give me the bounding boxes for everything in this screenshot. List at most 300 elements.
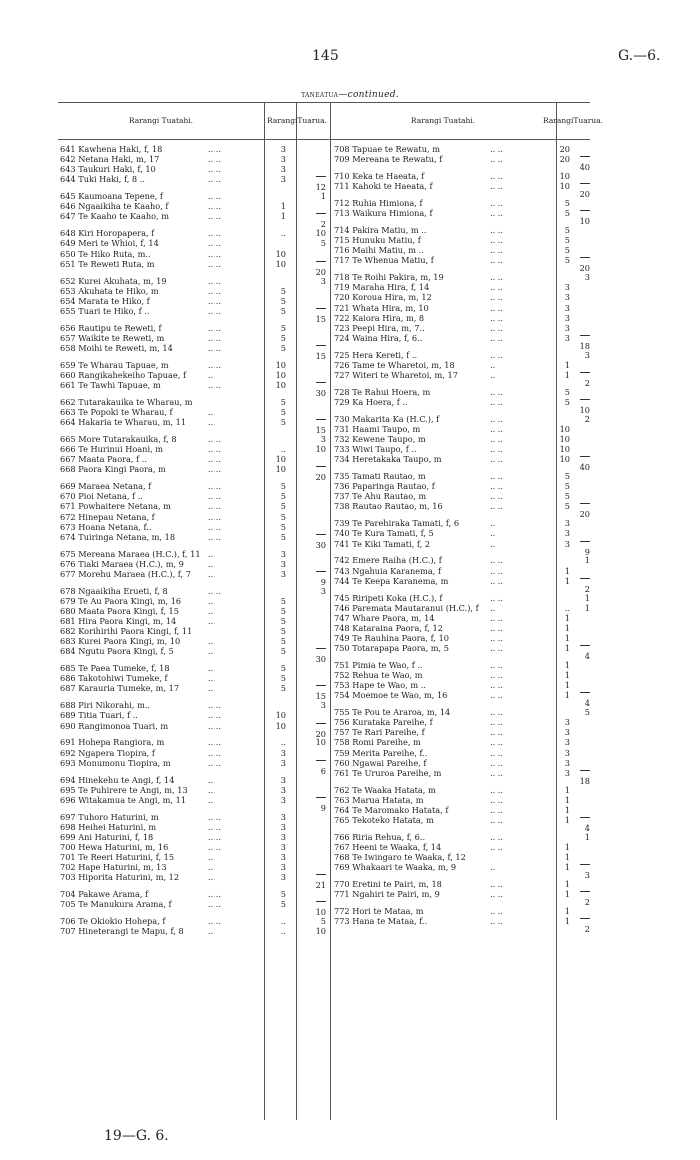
entry-text: Netana Haki, m, 17 bbox=[78, 154, 160, 165]
entry-name bbox=[60, 454, 147, 464]
leader-dots: .. bbox=[208, 558, 214, 569]
register-table bbox=[58, 102, 603, 1120]
individual-share: 1 bbox=[564, 889, 570, 900]
individual-share: 3 bbox=[564, 302, 570, 313]
entry-number: 702 bbox=[60, 862, 76, 873]
entry-text: Te Kaaho te Kaaho, m bbox=[78, 211, 169, 222]
leader-dots: .. bbox=[208, 568, 214, 579]
entry-name bbox=[334, 245, 424, 255]
leader-dots: .. bbox=[208, 663, 214, 674]
entry-name bbox=[334, 613, 435, 623]
entry-name bbox=[60, 663, 170, 673]
leader-dots: .. .. bbox=[490, 670, 504, 680]
entry-name bbox=[334, 748, 427, 758]
group-total: 18 bbox=[579, 340, 590, 351]
group-total: 4 bbox=[584, 698, 590, 709]
entry-text: Rautao Rautao, m, 16 bbox=[352, 501, 443, 512]
leader-dots: .. .. bbox=[208, 521, 222, 532]
entry-text: Rangikahekeiho Tapuae, f bbox=[78, 369, 186, 380]
individual-share: 5 bbox=[280, 295, 286, 306]
entry-text: Rautipu te Reweti, f bbox=[78, 322, 162, 333]
entry-text: Whare Paora, m, 14 bbox=[352, 612, 435, 623]
group-total: 15 bbox=[315, 350, 326, 361]
leader-dots: .. .. bbox=[490, 889, 504, 900]
individual-share: 3 bbox=[280, 811, 286, 822]
individual-share: 5 bbox=[280, 417, 286, 428]
individual-share: 10 bbox=[275, 248, 286, 259]
entry-number: 669 bbox=[60, 481, 76, 492]
leader-dots: .. bbox=[490, 862, 496, 873]
entry-text: Tame te Wharetoi, m, 18 bbox=[352, 359, 455, 370]
entry-number: 711 bbox=[334, 181, 350, 192]
entry-number: 749 bbox=[334, 632, 350, 643]
leader-dots: .. .. bbox=[490, 386, 504, 397]
entry-number: 690 bbox=[60, 720, 76, 731]
document-reference: G.—6. bbox=[618, 48, 661, 64]
entry-number: 664 bbox=[60, 417, 76, 428]
entry-number: 663 bbox=[60, 407, 76, 417]
entry-text: Monumonu Tiopira, m bbox=[78, 757, 171, 768]
entry-name bbox=[60, 154, 159, 164]
entry-number: 655 bbox=[60, 305, 76, 316]
leader-dots: .. .. bbox=[490, 272, 504, 283]
entry-name bbox=[60, 785, 188, 795]
leader-dots: .. .. bbox=[208, 899, 222, 910]
entry-name bbox=[60, 397, 192, 407]
entry-name bbox=[334, 313, 424, 323]
subtotal-rule bbox=[580, 817, 590, 818]
entry-name bbox=[334, 832, 425, 842]
entry-name bbox=[334, 815, 434, 825]
section-title: taneatua—continued. bbox=[301, 90, 399, 100]
entry-name bbox=[334, 144, 440, 154]
entry-name bbox=[334, 852, 466, 862]
entry-name bbox=[334, 737, 421, 747]
entry-number: 682 bbox=[60, 626, 76, 637]
entry-text: Kurei Paora Kingi, m, 10 bbox=[78, 636, 181, 647]
entry-name bbox=[334, 633, 449, 643]
entry-number: 707 bbox=[60, 926, 76, 937]
subtotal-rule bbox=[316, 466, 326, 467]
leader-dots: .. .. bbox=[490, 501, 504, 512]
individual-share: 3 bbox=[564, 518, 570, 529]
entry-text: Tuhoro Haturini, m bbox=[78, 811, 159, 822]
entry-text: Te Paea Tumeke, f, 18 bbox=[78, 663, 170, 674]
entry-text: Kataraina Paora, f, 12 bbox=[352, 622, 443, 633]
entry-text: Tutarakauika te Wharau, m bbox=[78, 396, 193, 407]
entry-name bbox=[60, 700, 150, 710]
individual-share: 10 bbox=[559, 423, 570, 434]
entry-text: Maraha Hira, f, 14 bbox=[352, 282, 430, 293]
leader-dots: .. .. bbox=[208, 144, 222, 154]
entry-number: 756 bbox=[334, 717, 350, 728]
entry-name bbox=[60, 238, 159, 248]
leader-dots: .. .. bbox=[490, 814, 504, 825]
entry-number: 710 bbox=[334, 171, 350, 181]
entry-number: 692 bbox=[60, 747, 76, 758]
entry-name bbox=[334, 181, 433, 191]
entry-name bbox=[60, 748, 155, 758]
entry-number: 654 bbox=[60, 295, 76, 306]
entry-text: Marata te Hiko, f bbox=[78, 295, 150, 306]
leader-dots: .. bbox=[490, 359, 496, 370]
entry-number: 691 bbox=[60, 737, 76, 748]
individual-share: 1 bbox=[564, 643, 570, 653]
leader-dots: .. .. bbox=[208, 511, 222, 522]
individual-share: 1 bbox=[564, 680, 570, 691]
right-name-header: Rarangi Tuatahi. bbox=[410, 116, 476, 125]
individual-share: 3 bbox=[280, 774, 286, 785]
individual-share: .. bbox=[280, 926, 286, 937]
group-total: 2 bbox=[584, 897, 590, 908]
entry-name bbox=[334, 424, 420, 434]
individual-share: 3 bbox=[280, 784, 286, 795]
entry-number: 658 bbox=[60, 342, 76, 353]
individual-share: 5 bbox=[280, 322, 286, 333]
entry-name bbox=[334, 171, 424, 181]
individual-share: 5 bbox=[564, 208, 570, 219]
leader-dots: .. .. bbox=[490, 717, 504, 728]
entry-text: Te Wharau Tapuae, m bbox=[78, 359, 169, 370]
leader-dots: .. .. bbox=[490, 612, 504, 623]
leader-dots: .. .. bbox=[490, 767, 504, 778]
entry-text: Hira Paora Kingi, m, 14 bbox=[78, 616, 177, 626]
entry-text: Witeri te Wharetoi, m, 17 bbox=[352, 369, 458, 380]
entry-number: 651 bbox=[60, 258, 76, 269]
entry-name bbox=[334, 323, 425, 333]
entry-number: 704 bbox=[60, 889, 76, 900]
entry-number: 643 bbox=[60, 164, 76, 175]
entry-text: Tiaki Maraea (H.C.), m, 9 bbox=[78, 558, 184, 569]
entry-text: Te Parehiraka Tamati, f, 6 bbox=[352, 518, 460, 529]
entry-text: Kaumoana Tepene, f bbox=[78, 191, 163, 202]
entry-number: 680 bbox=[60, 605, 76, 616]
group-total: 40 bbox=[579, 462, 590, 473]
entry-text: Merita Pareihe, f.. bbox=[352, 747, 428, 758]
entry-number: 675 bbox=[60, 548, 76, 559]
subtotal-rule bbox=[316, 419, 326, 420]
entry-name bbox=[60, 737, 164, 747]
entry-name bbox=[334, 333, 422, 343]
subtotal-rule bbox=[316, 308, 326, 309]
leader-dots: .. .. bbox=[490, 831, 504, 842]
leader-dots: .. bbox=[208, 926, 214, 937]
entry-text: Maihi Matiu, m .. bbox=[352, 245, 424, 256]
entry-number: 757 bbox=[334, 727, 350, 738]
individual-share: 5 bbox=[280, 683, 286, 694]
entry-text: Kahoki te Haeata, f bbox=[352, 181, 433, 192]
entry-name bbox=[60, 606, 179, 616]
leader-dots: .. .. bbox=[490, 643, 504, 653]
leader-dots: .. bbox=[208, 417, 214, 428]
group-total: 18 bbox=[579, 775, 590, 786]
entry-name bbox=[334, 805, 448, 815]
individual-share: 1 bbox=[564, 906, 570, 916]
individual-share: 5 bbox=[280, 605, 286, 616]
entry-text: Hakaria te Wharau, m, 11 bbox=[78, 417, 187, 428]
leader-dots: .. .. bbox=[208, 228, 222, 239]
entry-text: Tamati Rautao, m bbox=[352, 471, 426, 482]
leader-dots: .. .. bbox=[208, 821, 222, 832]
subtotal-rule bbox=[580, 864, 590, 865]
entry-text: Whata Hira, m, 10 bbox=[352, 302, 429, 313]
entry-text: Te Reeri Haturini, f, 15 bbox=[78, 852, 175, 862]
entry-name bbox=[60, 444, 163, 454]
entry-name bbox=[334, 471, 426, 481]
individual-share: 3 bbox=[564, 332, 570, 343]
entry-number: 695 bbox=[60, 784, 76, 795]
entry-text: Maata Paora Kingi, f, 15 bbox=[78, 605, 179, 616]
entry-name bbox=[60, 549, 201, 559]
entry-name bbox=[60, 673, 168, 683]
individual-share: 3 bbox=[564, 292, 570, 303]
entry-number: 713 bbox=[334, 208, 350, 219]
leader-dots: .. bbox=[208, 852, 214, 862]
leader-dots: .. .. bbox=[208, 174, 222, 185]
entry-number: 671 bbox=[60, 501, 76, 512]
individual-share: 3 bbox=[564, 717, 570, 728]
individual-share: 1 bbox=[564, 690, 570, 701]
entry-text: Hohepa Rangiora, m bbox=[78, 737, 165, 748]
entry-name bbox=[334, 539, 430, 549]
entry-name bbox=[334, 670, 423, 680]
individual-share: 1 bbox=[564, 359, 570, 370]
entry-number: 767 bbox=[334, 841, 350, 852]
entry-text: Te Rahui Hoera, m bbox=[352, 386, 431, 397]
entry-name bbox=[60, 259, 154, 269]
subtotal-rule bbox=[580, 541, 590, 542]
individual-share: 1 bbox=[564, 575, 570, 586]
entry-name bbox=[60, 407, 173, 417]
entry-number: 649 bbox=[60, 238, 76, 249]
group-total: 2 bbox=[320, 219, 326, 230]
entry-text: Te Hiko Ruta, m.. bbox=[78, 248, 151, 259]
individual-share: .. bbox=[280, 444, 286, 455]
leader-dots: .. .. bbox=[208, 710, 222, 721]
entry-number: 642 bbox=[60, 154, 76, 165]
individual-share: 5 bbox=[280, 626, 286, 637]
entry-text: Tapuae te Rewatu, m bbox=[352, 144, 440, 154]
entry-number: 744 bbox=[334, 575, 350, 586]
entry-number: 689 bbox=[60, 710, 76, 721]
entry-name bbox=[60, 569, 191, 579]
individual-share: 3 bbox=[280, 794, 286, 805]
leader-dots: .. .. bbox=[208, 238, 222, 249]
entry-number: 745 bbox=[334, 592, 350, 603]
entry-number: 755 bbox=[334, 707, 350, 718]
entry-name bbox=[60, 522, 151, 532]
subtotal-rule bbox=[316, 176, 326, 177]
leader-dots: .. .. bbox=[208, 154, 222, 165]
group-total: 4 bbox=[584, 651, 590, 661]
entry-name bbox=[60, 370, 186, 380]
leader-dots: .. .. bbox=[208, 811, 222, 822]
entry-name bbox=[334, 623, 443, 633]
group-total: 15 bbox=[315, 691, 326, 702]
entry-name bbox=[60, 164, 156, 174]
section-name: taneatua bbox=[301, 90, 339, 100]
entry-name bbox=[60, 380, 161, 390]
group-total: 1 bbox=[584, 831, 590, 842]
leader-dots: .. .. bbox=[490, 794, 504, 805]
individual-share: 3 bbox=[564, 757, 570, 768]
entry-text: Pioi Netana, f .. bbox=[78, 491, 143, 502]
entry-text: Maata Paora, f .. bbox=[78, 454, 147, 465]
entry-name bbox=[334, 434, 426, 444]
entry-number: 698 bbox=[60, 821, 76, 832]
subtotal-rule bbox=[316, 345, 326, 346]
entry-name bbox=[334, 906, 423, 916]
entry-text: Te Puhirere te Angi, m, 13 bbox=[78, 784, 188, 795]
entry-name bbox=[60, 721, 168, 731]
entry-number: 666 bbox=[60, 444, 76, 455]
leader-dots: .. .. bbox=[208, 916, 222, 927]
entry-text: Te Ahu Rautao, m bbox=[352, 491, 427, 502]
individual-share: 1 bbox=[280, 201, 286, 212]
group-total: 40 bbox=[579, 162, 590, 173]
entry-name bbox=[60, 276, 167, 286]
entry-number: 739 bbox=[334, 518, 350, 529]
leader-dots: .. .. bbox=[490, 555, 504, 566]
entry-name bbox=[334, 414, 439, 424]
leader-dots: .. bbox=[208, 872, 214, 883]
entry-number: 652 bbox=[60, 275, 76, 286]
leader-dots: .. .. bbox=[490, 444, 504, 455]
entry-number: 754 bbox=[334, 690, 350, 701]
entry-text: Te Manukura Arama, f bbox=[78, 899, 172, 910]
individual-share: 5 bbox=[280, 481, 286, 492]
entry-text: Te Rari Pareihe, f bbox=[352, 727, 425, 738]
entry-text: Powhaitere Netana, m bbox=[78, 501, 171, 512]
individual-share: 5 bbox=[280, 407, 286, 417]
leader-dots: .. bbox=[490, 518, 496, 529]
group-total: 3 bbox=[320, 700, 326, 711]
entry-name bbox=[60, 832, 153, 842]
entry-name bbox=[60, 211, 169, 221]
entry-number: 657 bbox=[60, 332, 76, 343]
entry-name bbox=[60, 758, 171, 768]
leader-dots: .. .. bbox=[490, 575, 504, 586]
individual-share: 3 bbox=[280, 862, 286, 873]
entry-number: 723 bbox=[334, 322, 350, 333]
entry-number: 645 bbox=[60, 191, 76, 202]
individual-share: 1 bbox=[564, 565, 570, 576]
individual-share: 5 bbox=[280, 342, 286, 353]
individual-share: 1 bbox=[564, 852, 570, 862]
entry-name bbox=[334, 566, 441, 576]
entry-number: 724 bbox=[334, 332, 350, 343]
individual-share: 5 bbox=[280, 889, 286, 900]
subtotal-rule bbox=[316, 213, 326, 214]
entry-number: 770 bbox=[334, 879, 350, 889]
entry-name bbox=[334, 272, 444, 282]
entry-text: Moihi te Reweti, m, 14 bbox=[78, 342, 173, 353]
individual-share: 3 bbox=[564, 322, 570, 333]
entry-name bbox=[60, 636, 180, 646]
subtotal-rule bbox=[580, 183, 590, 184]
individual-share: 5 bbox=[280, 511, 286, 522]
group-total: 20 bbox=[579, 509, 590, 520]
entry-name bbox=[334, 360, 455, 370]
entry-number: 725 bbox=[334, 349, 350, 360]
subtotal-rule bbox=[580, 210, 590, 211]
entry-name bbox=[60, 916, 165, 926]
entry-number: 673 bbox=[60, 521, 76, 532]
entry-name bbox=[334, 387, 430, 397]
entry-text: Rehua te Wao, m bbox=[352, 670, 423, 680]
entry-number: 653 bbox=[60, 285, 76, 296]
entry-number: 763 bbox=[334, 794, 350, 805]
entry-name bbox=[60, 360, 169, 370]
entry-name bbox=[334, 717, 433, 727]
individual-share: 5 bbox=[564, 501, 570, 512]
entry-number: 709 bbox=[334, 154, 350, 165]
group-total: 2 bbox=[584, 413, 590, 424]
leader-dots: .. bbox=[208, 595, 214, 606]
entry-number: 683 bbox=[60, 636, 76, 647]
page-number: 145 bbox=[312, 48, 339, 64]
entry-text: Waina Hira, f, 6.. bbox=[352, 332, 423, 343]
individual-share: 3 bbox=[280, 852, 286, 862]
entry-text: Hineterangi te Mapu, f, 8 bbox=[78, 926, 184, 937]
entry-number: 644 bbox=[60, 174, 76, 185]
entry-text: Te Au Paora Kingi, m, 16 bbox=[78, 595, 182, 606]
entry-number: 674 bbox=[60, 531, 76, 542]
individual-share: 5 bbox=[280, 595, 286, 606]
leader-dots: .. bbox=[490, 528, 496, 539]
leader-dots: .. .. bbox=[208, 444, 222, 455]
leader-dots: .. .. bbox=[490, 255, 504, 266]
individual-share: .. bbox=[280, 737, 286, 748]
entry-number: 699 bbox=[60, 831, 76, 842]
subtotal-rule bbox=[580, 156, 590, 157]
entry-text: Te Reweti Ruta, m bbox=[78, 258, 155, 269]
entry-text: More Tutarakauika, f, 8 bbox=[78, 434, 177, 444]
subtotal-rule bbox=[580, 692, 590, 693]
leader-dots: .. .. bbox=[208, 211, 222, 222]
leader-dots: .. .. bbox=[490, 906, 504, 916]
subtotal-rule bbox=[580, 918, 590, 919]
entry-text: Tekoteko Hatata, m bbox=[352, 814, 434, 825]
entry-number: 650 bbox=[60, 248, 76, 259]
entry-number: 760 bbox=[334, 757, 350, 768]
group-total: 2 bbox=[584, 583, 590, 594]
entry-name bbox=[334, 643, 449, 653]
group-total: 5 bbox=[320, 916, 326, 927]
entry-text: Hinekehu te Angi, f, 14 bbox=[78, 774, 175, 785]
leader-dots: .. .. bbox=[208, 305, 222, 316]
entry-name bbox=[334, 454, 442, 464]
leader-dots: .. .. bbox=[490, 282, 504, 293]
entry-number: 773 bbox=[334, 916, 350, 927]
individual-share: 1 bbox=[280, 211, 286, 222]
individual-share: 1 bbox=[564, 622, 570, 633]
leader-dots: .. .. bbox=[490, 154, 504, 165]
entry-text: Haami Taupo, m bbox=[352, 423, 421, 434]
entry-number: 700 bbox=[60, 841, 76, 852]
section-continued: continued. bbox=[347, 90, 399, 100]
individual-share: 5 bbox=[280, 491, 286, 502]
entry-text: Te Rauhina Paora, f, 10 bbox=[352, 632, 449, 643]
group-total: 10 bbox=[315, 907, 326, 918]
group-total: 15 bbox=[315, 313, 326, 324]
individual-share: 5 bbox=[564, 235, 570, 246]
entry-name bbox=[334, 879, 442, 889]
entry-name bbox=[60, 481, 151, 491]
group-total: 30 bbox=[315, 654, 326, 665]
leader-dots: .. bbox=[208, 862, 214, 873]
tuarua-header-line1: Rarangi bbox=[543, 116, 574, 125]
